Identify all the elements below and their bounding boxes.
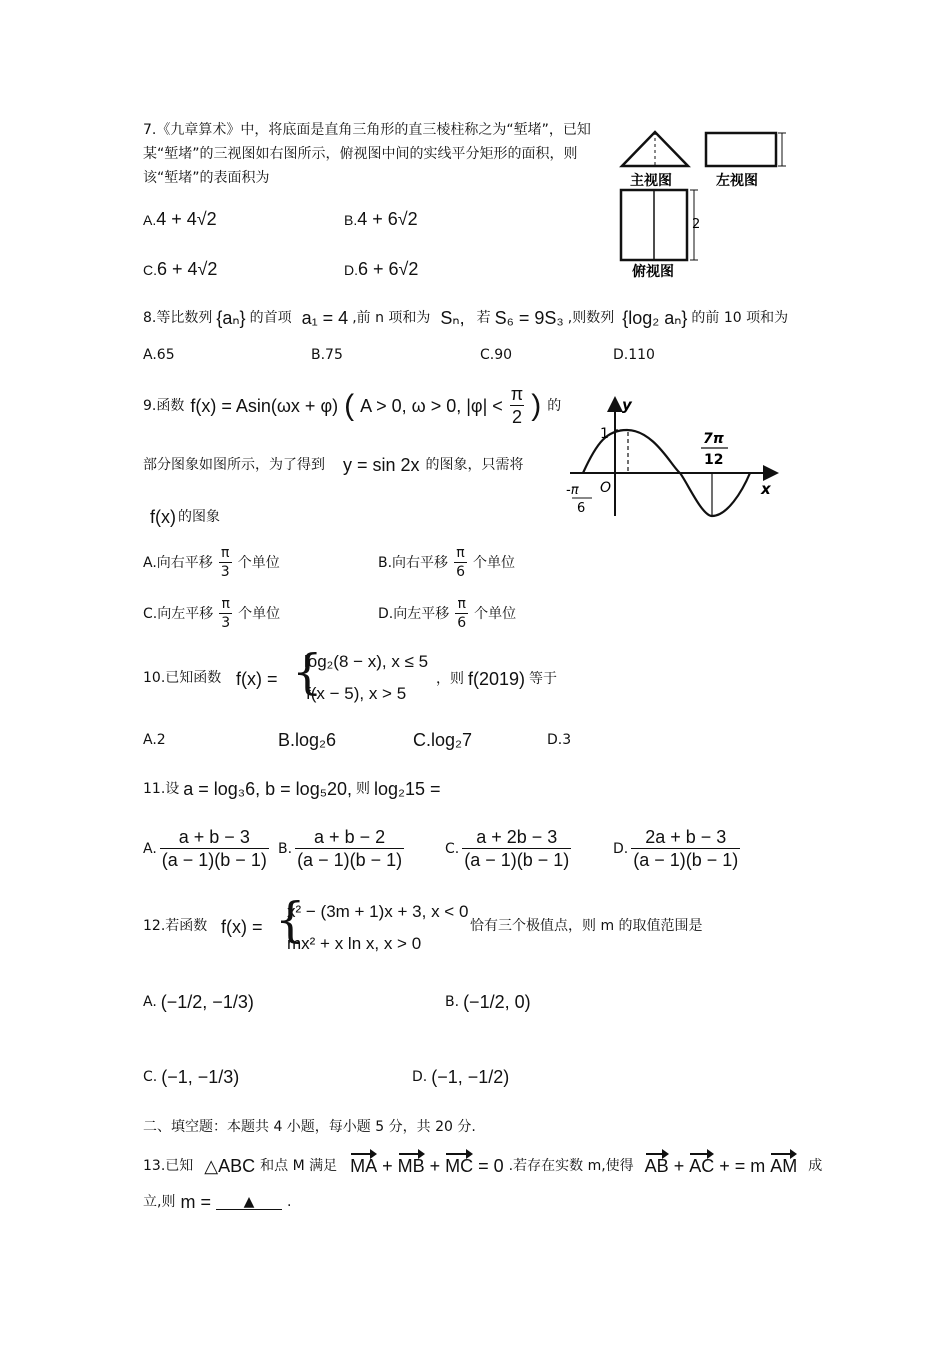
y-axis-label: y xyxy=(622,396,632,414)
side-view-rect xyxy=(706,133,776,166)
q7-three-views-figure xyxy=(612,124,797,280)
six-label: 6 xyxy=(577,501,586,516)
twelve-label: 12 xyxy=(704,452,724,468)
amplitude-label: 1 xyxy=(600,426,609,442)
q7-option-a: A.4 + 4√2 xyxy=(143,209,217,229)
q11-stem: 11.设 a = log₃6, b = log₅20, 则 log₂15 = xyxy=(143,779,441,799)
section-2-heading: 二、填空题：本题共 4 小题，每小题 5 分，共 20 分. xyxy=(143,1119,476,1135)
q10-option-b: B.log₂6 xyxy=(278,730,337,750)
q10-option-c: C.log₂7 xyxy=(413,730,473,750)
q12-piecewise: { x² − (3m + 1)x + 3, x < 0 mx² + x ln x, x > 0 xyxy=(275,892,469,953)
vec-ac: AC xyxy=(689,1156,715,1176)
q8-option-a: A.65 xyxy=(143,347,175,363)
q7-option-d: D.6 + 6√2 xyxy=(344,259,419,279)
q12-option-d: D. (−1, −1/2) xyxy=(412,1067,510,1087)
q9-option-c: C.向左平移 $\frac{\pi}{3}$ 个单位 xyxy=(143,596,281,631)
q8-option-b: B.75 xyxy=(311,347,343,363)
q12-lhs: f(x) = xyxy=(221,917,263,937)
q9-line3: f(x) 的图象 xyxy=(150,507,220,527)
q9-sine-graph xyxy=(562,392,782,522)
vec-mb: MB xyxy=(397,1156,425,1176)
q10-num: 10.已知函数 xyxy=(143,670,222,686)
q11-option-a: A. $\frac{a + b - 3}{(a - 1)(b - 1)}$ xyxy=(143,827,267,870)
q12-tail: 恰有三个极值点，则 m 的取值范围是 xyxy=(470,918,703,934)
q9-line2: 部分图象如图所示，为了得到 y = sin 2x 的图象，只需将 xyxy=(143,455,524,475)
q9-option-b: B.向右平移 $\frac{\pi}{6}$ 个单位 xyxy=(378,545,515,580)
q9-stem: 9.函数 f(x) = Asin(ωx + φ) ( A > 0, ω > 0, |φ| < $\frac{\pi}{2}$ ) 的 xyxy=(143,384,562,427)
q12-num: 12.若函数 xyxy=(143,918,208,934)
q12-option-c: C. (−1, −1/3) xyxy=(143,1067,240,1087)
q11-option-b: B. $\frac{a + b - 2}{(a - 1)(b - 1)}$ xyxy=(278,827,403,870)
top-view-label: 俯视图 xyxy=(632,264,674,280)
q10-option-a: A.2 xyxy=(143,732,166,748)
top-view-dimension: 2 xyxy=(692,217,701,232)
q11-option-c: C. $\frac{a + 2b - 3}{(a - 1)(b - 1)}$ xyxy=(445,827,570,870)
q11-option-d: D. $\frac{2a + b - 3}{(a - 1)(b - 1)}$ xyxy=(613,827,739,870)
x-axis-label: x xyxy=(761,480,771,498)
q8-option-c: C.90 xyxy=(480,347,513,363)
q8-option-d: D.110 xyxy=(613,347,655,363)
q8-stem: 8.等比数列 {aₙ} 的首项 a₁ = 4 ,前 n 项和为 Sₙ, 若 S₆ = 9S₃ ,则数列 {log₂ aₙ} 的前 10 项和为 xyxy=(143,308,789,328)
q13-answer-blank: ▲ xyxy=(216,1195,282,1210)
q10-lhs: f(x) = xyxy=(236,669,278,689)
q10-ask: ，则 f(2019) 等于 xyxy=(436,669,558,689)
q10-option-d: D.3 xyxy=(547,732,572,748)
front-view-triangle xyxy=(622,132,688,166)
q9-pi-over-2: $\frac{\pi}{2}$ xyxy=(510,384,524,427)
side-view-label: 左视图 xyxy=(716,173,758,189)
q9-option-d: D.向左平移 $\frac{\pi}{6}$ 个单位 xyxy=(378,596,517,631)
q7-stem: 7.《九章算术》中，将底面是直角三角形的直三棱柱称之为“堑堵”，已知某“堑堵”的三视图如右图所示，俯视图中间的实线平分矩形的面积，则该“堑堵”的表面积为 xyxy=(143,122,591,186)
vec-ma: MA xyxy=(350,1156,378,1176)
origin-label: O xyxy=(600,480,612,496)
q12-option-b: B. (−1/2, 0) xyxy=(445,992,531,1012)
q10-piecewise: { log₂(8 − x), x ≤ 5 f(x − 5), x > 5 xyxy=(292,644,429,703)
q13-line2: 立,则 m = ▲ . xyxy=(143,1192,292,1212)
seven-pi-label: 7π xyxy=(703,431,724,447)
q9-option-a: A.向右平移 $\frac{\pi}{3}$ 个单位 xyxy=(143,545,280,580)
vec-am: AM xyxy=(770,1156,798,1176)
vec-ab: AB xyxy=(644,1156,669,1176)
q7-option-c: C.6 + 4√2 xyxy=(143,259,218,279)
neg-pi-label: -π xyxy=(566,483,579,498)
q7-option-b: B.4 + 6√2 xyxy=(344,209,418,229)
q13-line1: 13.已知 △ABC 和点 M 满足 MA + MB + MC = 0 .若存在实数 m,使得 AB + AC + = m AM 成 xyxy=(143,1156,823,1176)
q12-option-a: A. (−1/2, −1/3) xyxy=(143,992,254,1012)
vec-mc: MC xyxy=(445,1156,474,1176)
front-view-label: 主视图 xyxy=(630,173,672,189)
